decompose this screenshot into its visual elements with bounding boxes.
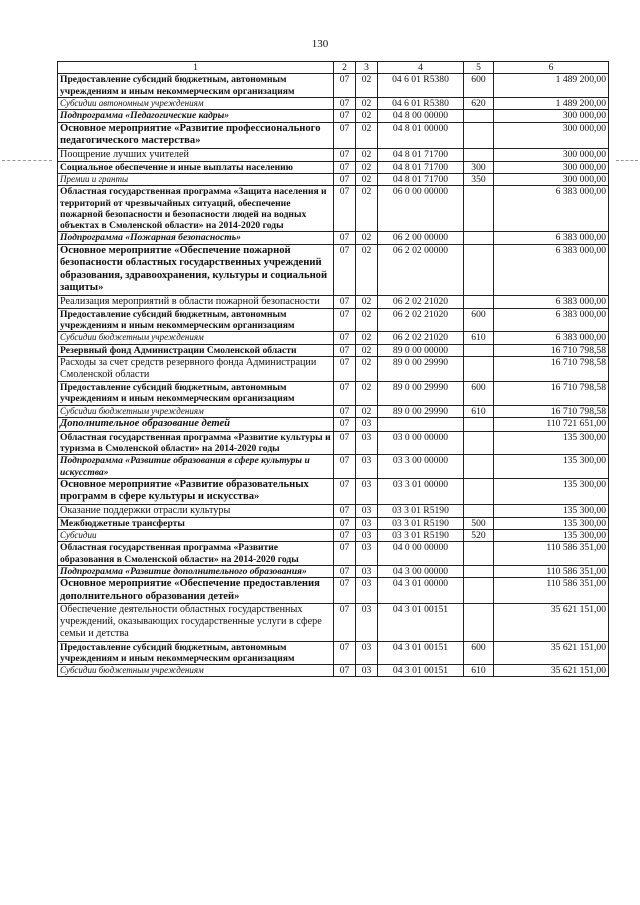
row-target-article: 04 3 01 00151 — [378, 641, 464, 665]
row-section: 07 — [334, 74, 356, 98]
row-target-article: 89 0 00 29990 — [378, 357, 464, 382]
row-target-article: 04 3 01 00000 — [378, 578, 464, 604]
row-subsection: 02 — [356, 110, 378, 122]
row-target-article — [378, 418, 464, 432]
row-section: 07 — [334, 357, 356, 382]
row-target-article: 89 0 00 29990 — [378, 382, 464, 406]
row-expense-type: 520 — [464, 530, 494, 542]
header-cell: 5 — [464, 62, 494, 74]
table-row — [58, 295, 609, 308]
row-section: 07 — [334, 578, 356, 604]
row-expense-type — [464, 122, 494, 148]
row-name: Основное мероприятие «Обеспечение предоставления дополнительного образования детей» — [58, 578, 334, 604]
table-row — [58, 455, 609, 479]
row-target-article: 06 2 02 21020 — [378, 332, 464, 344]
table-row — [58, 566, 609, 578]
row-expense-type — [464, 604, 494, 641]
row-expense-type: 600 — [464, 641, 494, 665]
row-expense-type: 610 — [464, 405, 494, 417]
row-target-article: 89 0 00 29990 — [378, 405, 464, 417]
row-name: Подпрограмма «Педагогические кадры» — [58, 110, 334, 122]
table-row — [58, 357, 609, 382]
row-section: 07 — [334, 110, 356, 122]
row-name: Подпрограмма «Пожарная безопасность» — [58, 232, 334, 244]
row-target-article: 03 3 00 00000 — [378, 455, 464, 479]
header-cell: 3 — [356, 62, 378, 74]
row-expense-type — [464, 344, 494, 356]
row-subsection: 03 — [356, 578, 378, 604]
row-section: 07 — [334, 566, 356, 578]
row-section: 07 — [334, 344, 356, 356]
row-name: Расходы за счет средств резервного фонда Администрации Смоленской области — [58, 357, 334, 382]
row-subsection: 02 — [356, 97, 378, 109]
row-subsection: 03 — [356, 517, 378, 529]
row-subsection: 02 — [356, 186, 378, 232]
header-cell: 2 — [334, 62, 356, 74]
row-subsection: 02 — [356, 344, 378, 356]
row-amount: 135 300,00 — [494, 455, 609, 479]
row-target-article: 04 6 01 R5380 — [378, 97, 464, 109]
row-name: Реализация мероприятий в области пожарной безопасности — [58, 295, 334, 308]
row-subsection: 03 — [356, 641, 378, 665]
table-row — [58, 148, 609, 161]
budget-table — [57, 61, 609, 677]
row-name: Предоставление субсидий бюджетным, автономным учреждениям и иным некоммерческим организациям — [58, 308, 334, 332]
header-cell: 4 — [378, 62, 464, 74]
row-expense-type — [464, 542, 494, 566]
row-section: 07 — [334, 604, 356, 641]
row-subsection: 03 — [356, 478, 378, 504]
table-row — [58, 431, 609, 455]
row-section: 07 — [334, 542, 356, 566]
row-target-article: 03 3 01 R5190 — [378, 517, 464, 529]
table-row — [58, 244, 609, 295]
table-body — [58, 74, 609, 677]
table-row — [58, 74, 609, 98]
row-name: Основное мероприятие «Развитие образовательных программ в сфере культуры и искусства» — [58, 478, 334, 504]
row-subsection: 03 — [356, 604, 378, 641]
table-row — [58, 504, 609, 517]
scan-artifact-left — [2, 160, 52, 161]
table-row — [58, 578, 609, 604]
row-subsection: 02 — [356, 173, 378, 185]
row-section: 07 — [334, 308, 356, 332]
row-subsection: 02 — [356, 405, 378, 417]
row-subsection: 03 — [356, 542, 378, 566]
row-name: Оказание поддержки отрасли культуры — [58, 504, 334, 517]
row-section: 07 — [334, 517, 356, 529]
row-expense-type — [464, 431, 494, 455]
row-expense-type: 350 — [464, 173, 494, 185]
row-subsection: 03 — [356, 530, 378, 542]
row-expense-type — [464, 110, 494, 122]
table-row — [58, 186, 609, 232]
table-row — [58, 161, 609, 173]
row-subsection: 03 — [356, 455, 378, 479]
row-subsection: 02 — [356, 295, 378, 308]
row-name: Предоставление субсидий бюджетным, автономным учреждениям и иным некоммерческим организациям — [58, 74, 334, 98]
row-name: Субсидии бюджетным учреждениям — [58, 332, 334, 344]
row-amount: 135 300,00 — [494, 431, 609, 455]
row-subsection: 02 — [356, 161, 378, 173]
row-amount: 300 000,00 — [494, 148, 609, 161]
row-target-article: 06 2 02 21020 — [378, 308, 464, 332]
row-amount: 300 000,00 — [494, 161, 609, 173]
row-target-article: 04 8 01 71700 — [378, 173, 464, 185]
table-row — [58, 405, 609, 417]
row-target-article: 04 3 00 00000 — [378, 566, 464, 578]
row-name: Областная государственная программа «Развитие образования в Смоленской области» на 2014-2020 годы — [58, 542, 334, 566]
row-name: Поощрение лучших учителей — [58, 148, 334, 161]
table-row — [58, 517, 609, 529]
row-amount: 16 710 798,58 — [494, 382, 609, 406]
row-amount: 300 000,00 — [494, 173, 609, 185]
row-expense-type — [464, 455, 494, 479]
row-expense-type — [464, 148, 494, 161]
row-expense-type: 610 — [464, 332, 494, 344]
row-name: Дополнительное образование детей — [58, 418, 334, 432]
row-target-article: 03 3 01 R5190 — [378, 530, 464, 542]
row-target-article: 06 2 02 21020 — [378, 295, 464, 308]
row-target-article: 04 8 01 71700 — [378, 148, 464, 161]
table-row — [58, 97, 609, 109]
row-amount: 110 586 351,00 — [494, 578, 609, 604]
row-amount: 35 621 151,00 — [494, 604, 609, 641]
row-target-article: 03 3 01 R5190 — [378, 504, 464, 517]
row-name: Социальное обеспечение и иные выплаты населению — [58, 161, 334, 173]
table-row — [58, 110, 609, 122]
table-row — [58, 478, 609, 504]
row-target-article: 04 6 01 R5380 — [378, 74, 464, 98]
row-target-article: 04 3 01 00151 — [378, 604, 464, 641]
row-subsection: 02 — [356, 244, 378, 295]
row-section: 07 — [334, 244, 356, 295]
row-section: 07 — [334, 97, 356, 109]
row-amount: 6 383 000,00 — [494, 232, 609, 244]
row-section: 07 — [334, 232, 356, 244]
row-section: 07 — [334, 455, 356, 479]
row-section: 07 — [334, 332, 356, 344]
row-expense-type — [464, 478, 494, 504]
row-name: Предоставление субсидий бюджетным, автономным учреждениям и иным некоммерческим организациям — [58, 382, 334, 406]
row-subsection: 03 — [356, 431, 378, 455]
row-target-article: 89 0 00 00000 — [378, 344, 464, 356]
row-subsection: 02 — [356, 74, 378, 98]
table-row — [58, 542, 609, 566]
row-amount: 35 621 151,00 — [494, 641, 609, 665]
row-section: 07 — [334, 161, 356, 173]
row-amount: 16 710 798,58 — [494, 344, 609, 356]
row-target-article: 04 3 01 00151 — [378, 665, 464, 677]
scan-artifact-right — [616, 160, 638, 161]
table-row — [58, 344, 609, 356]
table-row — [58, 122, 609, 148]
row-target-article: 06 0 00 00000 — [378, 186, 464, 232]
row-subsection: 02 — [356, 357, 378, 382]
row-amount: 135 300,00 — [494, 517, 609, 529]
row-section: 07 — [334, 405, 356, 417]
row-name: Предоставление субсидий бюджетным, автономным учреждениям и иным некоммерческим организациям — [58, 641, 334, 665]
row-target-article: 06 2 02 00000 — [378, 244, 464, 295]
row-expense-type: 600 — [464, 382, 494, 406]
row-expense-type: 620 — [464, 97, 494, 109]
table-row — [58, 418, 609, 432]
row-amount: 1 489 200,00 — [494, 97, 609, 109]
row-section: 07 — [334, 665, 356, 677]
row-name: Субсидии автономным учреждениям — [58, 97, 334, 109]
row-section: 07 — [334, 295, 356, 308]
row-target-article: 06 2 00 00000 — [378, 232, 464, 244]
row-subsection: 02 — [356, 122, 378, 148]
row-subsection: 02 — [356, 332, 378, 344]
row-expense-type — [464, 186, 494, 232]
row-section: 07 — [334, 431, 356, 455]
row-amount: 6 383 000,00 — [494, 332, 609, 344]
row-amount: 135 300,00 — [494, 478, 609, 504]
row-amount: 35 621 151,00 — [494, 665, 609, 677]
row-amount: 110 586 351,00 — [494, 566, 609, 578]
row-section: 07 — [334, 418, 356, 432]
row-section: 07 — [334, 504, 356, 517]
row-section: 07 — [334, 382, 356, 406]
row-amount: 6 383 000,00 — [494, 308, 609, 332]
row-subsection: 02 — [356, 148, 378, 161]
row-target-article: 04 8 01 71700 — [378, 161, 464, 173]
row-amount: 135 300,00 — [494, 504, 609, 517]
row-section: 07 — [334, 530, 356, 542]
row-expense-type — [464, 504, 494, 517]
row-amount: 16 710 798,58 — [494, 405, 609, 417]
row-target-article: 04 8 00 00000 — [378, 110, 464, 122]
row-name: Областная государственная программа «Защита населения и территорий от чрезвычайных ситуаций, обеспечение пожарной безопасности и безопасности людей на водных объектах в Смоленской области» на 2014-2020 годы — [58, 186, 334, 232]
row-expense-type: 610 — [464, 665, 494, 677]
row-amount: 300 000,00 — [494, 110, 609, 122]
row-subsection: 02 — [356, 382, 378, 406]
row-section: 07 — [334, 186, 356, 232]
table-row — [58, 232, 609, 244]
table-row — [58, 308, 609, 332]
row-name: Областная государственная программа «Развитие культуры и туризма в Смоленской области» на 2014-2020 годы — [58, 431, 334, 455]
row-expense-type — [464, 578, 494, 604]
table-row — [58, 332, 609, 344]
row-name: Межбюджетные трансферты — [58, 517, 334, 529]
row-section: 07 — [334, 641, 356, 665]
row-name: Основное мероприятие «Развитие профессионального педагогического мастерства» — [58, 122, 334, 148]
row-expense-type — [464, 244, 494, 295]
page-number: 130 — [311, 38, 329, 50]
row-name: Премии и гранты — [58, 173, 334, 185]
row-expense-type: 600 — [464, 308, 494, 332]
row-subsection: 03 — [356, 504, 378, 517]
row-amount: 6 383 000,00 — [494, 244, 609, 295]
row-amount: 6 383 000,00 — [494, 186, 609, 232]
header-cell: 1 — [58, 62, 334, 74]
row-amount: 110 721 651,00 — [494, 418, 609, 432]
row-expense-type: 300 — [464, 161, 494, 173]
row-amount: 1 489 200,00 — [494, 74, 609, 98]
row-expense-type — [464, 566, 494, 578]
row-expense-type — [464, 357, 494, 382]
row-section: 07 — [334, 148, 356, 161]
row-name: Субсидии бюджетным учреждениям — [58, 665, 334, 677]
row-target-article: 03 0 00 00000 — [378, 431, 464, 455]
table-row — [58, 382, 609, 406]
header-cell: 6 — [494, 62, 609, 74]
row-name: Резервный фонд Администрации Смоленской области — [58, 344, 334, 356]
row-expense-type: 500 — [464, 517, 494, 529]
row-name: Обеспечение деятельности областных государственных учреждений, оказывающих государственные услуги в сфере семьи и детства — [58, 604, 334, 641]
row-amount: 300 000,00 — [494, 122, 609, 148]
row-amount: 110 586 351,00 — [494, 542, 609, 566]
row-section: 07 — [334, 173, 356, 185]
row-expense-type — [464, 232, 494, 244]
row-target-article: 04 0 00 00000 — [378, 542, 464, 566]
row-name: Субсидии бюджетным учреждениям — [58, 405, 334, 417]
row-expense-type — [464, 295, 494, 308]
row-subsection: 02 — [356, 308, 378, 332]
row-expense-type: 600 — [464, 74, 494, 98]
row-name: Основное мероприятие «Обеспечение пожарной безопасности областных государственных учреждений образования, здравоохранения, культуры и социальной защиты» — [58, 244, 334, 295]
row-name: Субсидии — [58, 530, 334, 542]
row-name: Подпрограмма «Развитие образования в сфере культуры и искусства» — [58, 455, 334, 479]
table-row — [58, 665, 609, 677]
row-subsection: 03 — [356, 566, 378, 578]
row-amount: 135 300,00 — [494, 530, 609, 542]
row-expense-type — [464, 418, 494, 432]
row-subsection: 02 — [356, 232, 378, 244]
header-row — [58, 62, 609, 74]
row-section: 07 — [334, 122, 356, 148]
table-row — [58, 530, 609, 542]
table-row — [58, 604, 609, 641]
row-target-article: 04 8 01 00000 — [378, 122, 464, 148]
row-target-article: 03 3 01 00000 — [378, 478, 464, 504]
row-subsection: 03 — [356, 418, 378, 432]
row-amount: 16 710 798,58 — [494, 357, 609, 382]
table-row — [58, 173, 609, 185]
table-row — [58, 641, 609, 665]
row-section: 07 — [334, 478, 356, 504]
row-name: Подпрограмма «Развитие дополнительного образования» — [58, 566, 334, 578]
row-amount: 6 383 000,00 — [494, 295, 609, 308]
row-subsection: 03 — [356, 665, 378, 677]
